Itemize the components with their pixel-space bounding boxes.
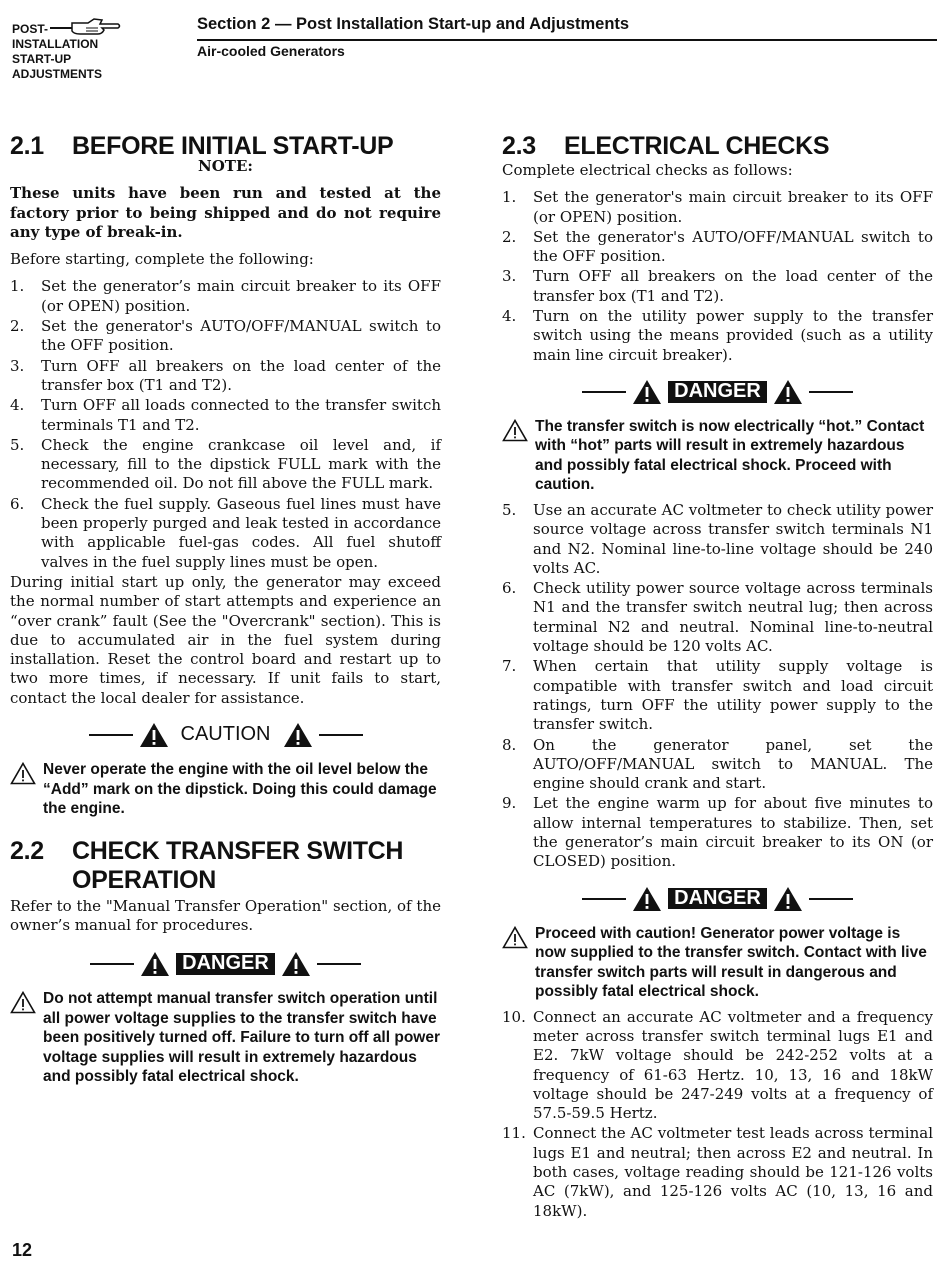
step-number: 8. [502, 735, 517, 754]
banner-rule [809, 391, 853, 393]
step-number: 2. [10, 317, 25, 336]
banner-rule [89, 734, 133, 736]
step-number: 4. [502, 307, 517, 326]
banner-rule [317, 963, 361, 965]
step-text: When certain that utility supply voltage is compatible with transfer switch and load circuit ratings, turn OFF the utility power supply to the transfer switch. [533, 657, 933, 734]
electrical-steps-list [502, 188, 933, 365]
danger-word: DANGER [668, 381, 767, 402]
step-number: 5. [10, 435, 25, 454]
step-number: 3. [502, 267, 517, 286]
step-text: Turn OFF all loads connected to the transfer switch terminals T1 and T2. [41, 396, 441, 434]
alert-outline-icon [10, 760, 43, 819]
step-number: 10. [502, 1007, 526, 1026]
danger-text: Proceed with caution! Generator power voltage is now supplied to the transfer switch. Contact with live transfer switch parts will result in dangerous and possibly fatal electrical shock. [535, 924, 927, 1001]
banner-rule [582, 898, 626, 900]
warning-triangle-icon [632, 886, 662, 912]
step-number: 6. [10, 494, 25, 513]
banner-rule [582, 391, 626, 393]
page-header-subtitle: Air-cooled Generators [197, 43, 345, 59]
list-item [502, 188, 933, 227]
step-number: 1. [502, 188, 517, 207]
list-item [502, 1124, 933, 1220]
section-number: 2.2 [10, 836, 44, 865]
page-number: 12 [12, 1240, 33, 1260]
danger-banner [502, 886, 933, 912]
step-text: Turn on the utility power supply to the transfer switch using the means provided (such as a utility main line circuit breaker). [533, 307, 933, 364]
section-title [72, 837, 403, 895]
electrical-steps-list [502, 501, 933, 872]
section-title: ELECTRICAL CHECKS [564, 132, 830, 160]
step-text: Set the generator's main circuit breaker to its OFF (or OPEN) position. [533, 188, 933, 226]
tab-line: POST- [12, 22, 49, 36]
step-number: 11. [502, 1124, 526, 1143]
danger-text: The transfer switch is now electrically “hot.” Contact with “hot” parts will result in extremely hazardous and possibly fatal electrical shock. Proceed with caution. [535, 417, 925, 494]
warning-triangle-icon [773, 379, 803, 405]
step-text: Check the engine crankcase oil level and, if necessary, fill to the dipstick FULL mark with the recommended oil. Do not fill above the FULL mark. [41, 435, 441, 493]
step-text: Turn OFF all breakers on the load center of the transfer box (T1 and T2). [41, 356, 441, 394]
intro-text: Before starting, complete the following: [10, 250, 314, 269]
warning-triangle-icon [139, 722, 169, 748]
list-item [10, 436, 441, 494]
warning-triangle-icon [281, 951, 311, 977]
list-item [502, 267, 933, 306]
caution-message [10, 760, 441, 819]
warning-triangle-icon [773, 886, 803, 912]
overcrank-paragraph: During initial start up only, the generator may exceed the normal number of start attempts and experience an “over crank” fault (See the "Overcrank" section). This is due to accumulated air in the fuel system during installation. Reset the control board and restart up to two more times, if necessary. If unit fails to start, contact the local dealer for assistance. [10, 572, 441, 707]
section-number: 2.3 [502, 132, 536, 160]
startup-steps-list [10, 277, 441, 571]
step-text: Connect an accurate AC voltmeter and a frequency meter across transfer switch terminal lugs E1 and E2. 7kW voltage should be 242-252 volts at a frequency of 61-63 Hertz. 10, 13, 16 and 18kW voltage should be 247-249 volts at a frequency of 57.5-59.5 Hertz. [533, 1007, 933, 1123]
list-item [10, 317, 441, 356]
banner-rule [90, 963, 134, 965]
danger-message [502, 924, 933, 1002]
list-item [10, 396, 441, 435]
list-item [10, 357, 441, 396]
list-item [10, 277, 441, 316]
left-column [10, 132, 441, 1093]
note-label: NOTE: [198, 157, 253, 175]
right-column [502, 132, 933, 1222]
caution-text: Never operate the engine with the oil level below the “Add” mark on the dipstick. Doing this could damage the engine. [43, 761, 437, 818]
pointing-hand-icon [50, 17, 122, 39]
section-number: 2.1 [10, 132, 44, 160]
list-item [502, 228, 933, 267]
list-item [502, 579, 933, 656]
step-text: Set the generator's AUTO/OFF/MANUAL switch to the OFF position. [41, 317, 441, 355]
alert-outline-icon [502, 417, 535, 495]
list-item [502, 794, 933, 871]
danger-text: Do not attempt manual transfer switch operation until all power voltage supplies to the transfer switch have been positively turned off. Failure to turn off all power voltage supplies will result in extremely hazardous and possibly fatal electrical shock. [43, 990, 440, 1086]
step-number: 1. [10, 277, 25, 296]
step-number: 9. [502, 794, 517, 813]
transfer-switch-text: Refer to the "Manual Transfer Operation" section, of the owner’s manual for procedures. [10, 896, 441, 934]
danger-message [502, 417, 933, 495]
list-item [10, 495, 441, 572]
alert-outline-icon [502, 924, 535, 1002]
step-text: Turn OFF all breakers on the load center of the transfer box (T1 and T2). [533, 267, 933, 305]
intro-text: Complete electrical checks as follows: [502, 161, 793, 179]
header-divider [197, 39, 937, 41]
step-number: 7. [502, 657, 517, 676]
step-number: 4. [10, 396, 25, 415]
section-heading-2-2 [10, 837, 441, 895]
step-number: 6. [502, 579, 517, 598]
danger-banner [502, 379, 933, 405]
step-number: 5. [502, 500, 517, 519]
warning-triangle-icon [283, 722, 313, 748]
caution-banner [10, 722, 441, 748]
step-text: Check utility power source voltage across terminals N1 and the transfer switch neutral lug; then across terminal N2 and neutral. Nominal line-to-neutral voltage should be 120 volts AC. [533, 579, 933, 656]
step-number: 3. [10, 356, 25, 375]
banner-rule [809, 898, 853, 900]
page-header-title: Section 2 — Post Installation Start-up and Adjustments [197, 15, 630, 33]
list-item [502, 1008, 933, 1124]
section-heading-2-3 [502, 132, 933, 161]
danger-word: DANGER [176, 953, 275, 974]
section-title-line: CHECK TRANSFER SWITCH [72, 836, 404, 865]
alert-outline-icon [10, 989, 43, 1087]
tab-line: INSTALLATION [12, 37, 99, 51]
step-text: Set the generator's AUTO/OFF/MANUAL switch to the OFF position. [533, 227, 933, 266]
step-text: Use an accurate AC voltmeter to check utility power source voltage across transfer switch terminals N1 and N2. Nominal line-to-line voltage should be 240 volts AC. [533, 500, 933, 577]
caution-word: CAUTION [180, 723, 271, 746]
warning-triangle-icon [632, 379, 662, 405]
note-text: These units have been run and tested at the factory prior to being shipped and do not require any type of break-in. [10, 184, 441, 241]
section-title-line: OPERATION [72, 865, 217, 894]
step-text: On the generator panel, set the AUTO/OFF/MANUAL switch to MANUAL. The engine should crank and start. [533, 735, 933, 793]
tab-line: ADJUSTMENTS [12, 67, 103, 81]
danger-word: DANGER [668, 888, 767, 909]
step-text: Set the generator’s main circuit breaker to its OFF (or OPEN) position. [41, 277, 441, 315]
list-item [502, 307, 933, 365]
tab-line: START-UP [12, 52, 72, 66]
danger-message [10, 989, 441, 1087]
step-text: Check the fuel supply. Gaseous fuel lines must have been properly purged and leak tested in accordance with applicable fuel-gas codes. All fuel shutoff valves in the fuel supply lines must be open. [41, 494, 441, 571]
list-item [502, 736, 933, 794]
electrical-steps-list [502, 1008, 933, 1221]
step-number: 2. [502, 227, 517, 246]
section-title: BEFORE INITIAL START-UP [72, 132, 394, 160]
step-text: Let the engine warm up for about five minutes to allow internal temperatures to stabilize. Then, set the generator’s main circuit breaker to its ON (or CLOSED) position. [533, 794, 933, 871]
danger-banner [10, 951, 441, 977]
banner-rule [319, 734, 363, 736]
step-text: Connect the AC voltmeter test leads across terminal lugs E1 and neutral; then across E2 and neutral. In both cases, voltage reading should be 121-126 volts AC (7kW), and 125-126 volts AC (10, 13, 16 and 18kW). [533, 1124, 933, 1220]
list-item [502, 657, 933, 734]
list-item [502, 501, 933, 578]
warning-triangle-icon [140, 951, 170, 977]
